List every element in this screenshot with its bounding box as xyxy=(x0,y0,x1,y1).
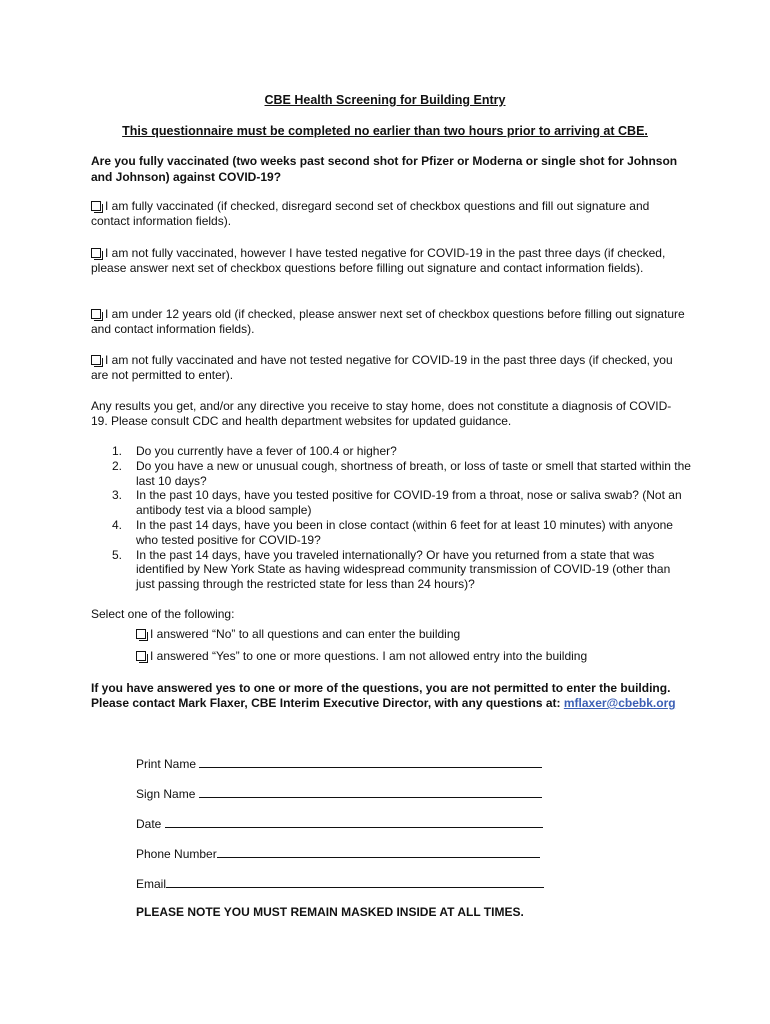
field-label: Email xyxy=(136,877,167,891)
option-label: I am not fully vaccinated, however I have tested negative for COVID-19 in the past three days (if checked, please answer next set of checkbox questions before filling out signature and contact information fields). xyxy=(91,246,666,275)
contact-email-link[interactable]: mflaxer@cbebk.org xyxy=(563,696,676,710)
list-item xyxy=(91,459,691,489)
sign-name-field[interactable] xyxy=(136,786,542,801)
question-text: Do you have a new or unusual cough, shortness of breath, or loss of taste or smell that started within the last 10 days? xyxy=(136,458,691,488)
select-option-no[interactable] xyxy=(136,627,460,642)
phone-field[interactable] xyxy=(136,846,540,861)
question-text: In the past 14 days, have you been in close contact (within 6 feet for at least 10 minutes) with anyone who tested positive for COVID-19? xyxy=(136,517,673,547)
print-name-field[interactable] xyxy=(136,756,542,771)
question-number: 4. xyxy=(112,517,123,532)
mask-notice: PLEASE NOTE YOU MUST REMAIN MASKED INSIDE AT ALL TIMES. xyxy=(136,905,524,919)
email-field[interactable] xyxy=(136,876,544,891)
checkbox-icon[interactable] xyxy=(91,309,101,319)
option-label: I answered “No” to all questions and can enter the building xyxy=(150,627,461,641)
option-label: I am fully vaccinated (if checked, disregard second set of checkbox questions and fill out signature and contact information fields). xyxy=(91,199,650,228)
entry-warning xyxy=(91,681,681,711)
option-under-12[interactable] xyxy=(91,307,691,337)
checkbox-icon[interactable] xyxy=(91,201,101,211)
field-label: Print Name xyxy=(136,757,197,771)
list-item xyxy=(91,488,691,518)
list-item xyxy=(91,518,691,548)
field-label: Date xyxy=(136,817,162,831)
form-title: CBE Health Screening for Building Entry xyxy=(264,93,506,107)
date-field[interactable] xyxy=(136,816,543,831)
question-number: 3. xyxy=(112,488,123,503)
field-line[interactable] xyxy=(166,876,544,888)
question-text: Do you currently have a fever of 100.4 or higher? xyxy=(136,444,397,458)
list-item xyxy=(91,444,691,459)
question-number: 5. xyxy=(112,547,123,562)
checkbox-icon[interactable] xyxy=(136,651,146,661)
option-label: I am under 12 years old (if checked, please answer next set of checkbox questions before filling out signature and contact information fields). xyxy=(91,307,685,336)
field-line[interactable] xyxy=(217,846,540,858)
list-item xyxy=(91,548,691,592)
checkbox-icon[interactable] xyxy=(136,629,146,639)
warning-text: If you have answered yes to one or more of the questions, you are not permitted to enter the building. Please contact Mark Flaxer, CBE Interim Executive Director, with any questions at: xyxy=(91,681,671,710)
option-label: I answered “Yes” to one or more questions. I am not allowed entry into the building xyxy=(150,649,588,663)
question-number: 1. xyxy=(112,444,123,458)
field-line[interactable] xyxy=(165,816,543,828)
question-text: In the past 14 days, have you traveled internationally? Or have you returned from a state that was identified by New York State as having widespread community transmission of COVID-19 (other than just passing through the restricted state for less than 24 hours)? xyxy=(136,547,671,592)
field-label: Phone Number xyxy=(136,847,217,861)
checkbox-icon[interactable] xyxy=(91,248,101,258)
option-tested-negative[interactable] xyxy=(91,246,691,276)
field-line[interactable] xyxy=(199,786,542,798)
completion-notice: This questionnaire must be completed no earlier than two hours prior to arriving at CBE. xyxy=(122,124,648,138)
option-fully-vaccinated[interactable] xyxy=(91,199,691,229)
question-number: 2. xyxy=(112,458,123,473)
option-not-permitted[interactable] xyxy=(91,353,691,383)
select-prompt: Select one of the following: xyxy=(91,607,235,621)
screening-questions-list xyxy=(91,444,691,592)
question-text: In the past 10 days, have you tested positive for COVID-19 from a throat, nose or saliva swab? (Not an antibody test via a blood sample) xyxy=(136,488,682,518)
field-label: Sign Name xyxy=(136,787,196,801)
field-line[interactable] xyxy=(199,756,542,768)
option-label: I am not fully vaccinated and have not tested negative for COVID-19 in the past three days (if checked, you are not permitted to enter). xyxy=(91,353,673,382)
diagnosis-disclaimer: Any results you get, and/or any directive you receive to stay home, does not constitute a diagnosis of COVID-19. Please consult CDC and health department websites for updated guidance. xyxy=(91,399,672,428)
select-option-yes[interactable] xyxy=(136,649,587,664)
checkbox-icon[interactable] xyxy=(91,355,101,365)
vaccination-question: Are you fully vaccinated (two weeks past second shot for Pfizer or Moderna or single shot for Johnson and Johnson) against COVID-19? xyxy=(91,154,678,184)
